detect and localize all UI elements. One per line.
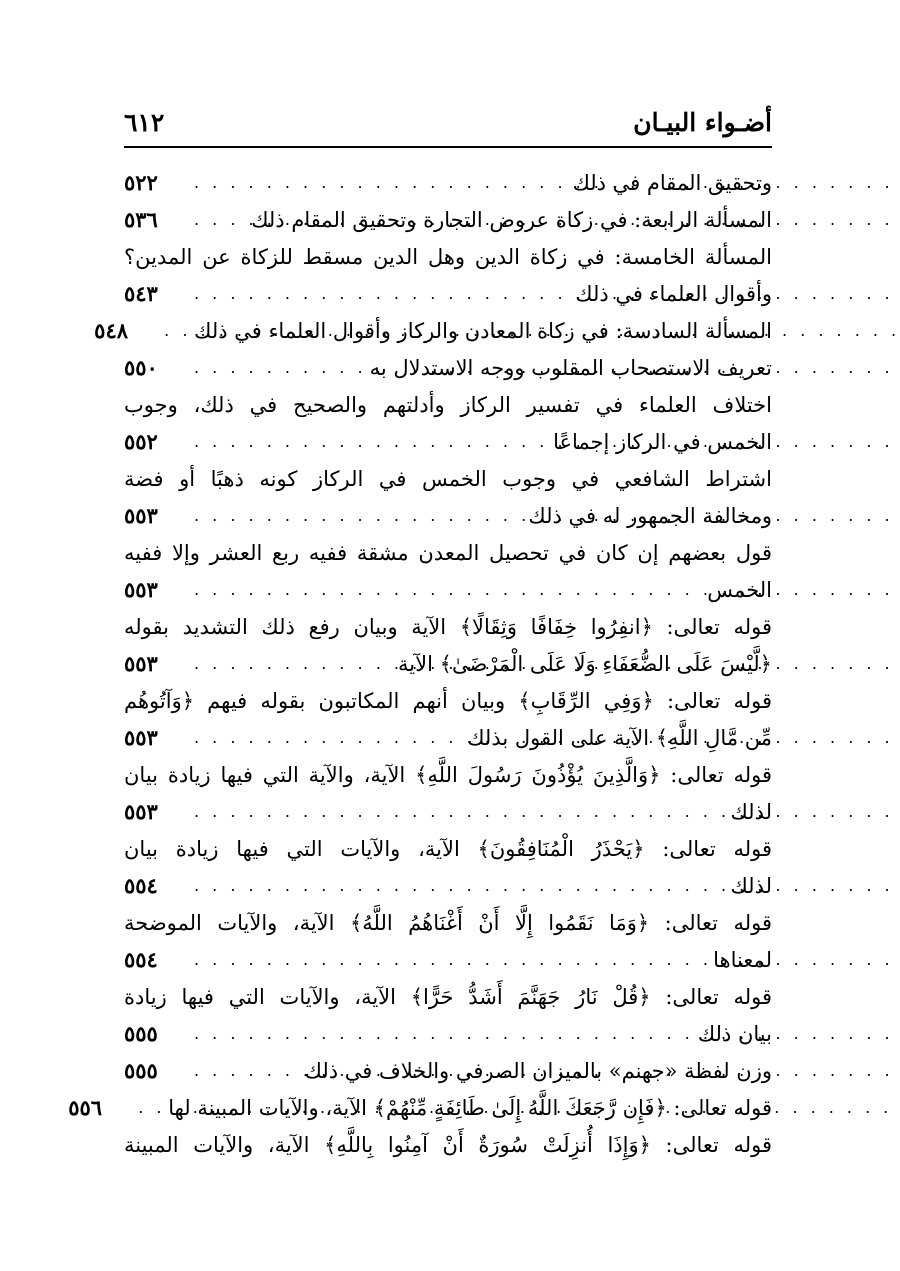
toc-entry-text: قوله تعالى: ﴿وَالَّذِينَ يُؤْذُونَ رَسُولَ اللَّهِ﴾ الآية، والآية التي فيها زيادة بيان xyxy=(124,762,772,787)
toc-line xyxy=(124,941,772,978)
toc-page-number: ٥٢٢ xyxy=(124,170,158,195)
toc-page-number: ٥٥٣ xyxy=(124,503,158,528)
toc-entry-text: قوله تعالى: ﴿انفِرُوا خِفَافًا وَثِقَالًا﴾ الآية وبيان رفع ذلك التشديد بقوله xyxy=(124,614,772,639)
toc-line xyxy=(124,608,772,645)
dot-leader xyxy=(184,950,713,969)
toc-entry-text: مِّن مَّالِ اللَّهِ﴾ الآية على القول بذلك xyxy=(467,725,772,750)
toc-page-number: ٥٥٢ xyxy=(124,429,158,454)
book-title: أضـواء البيـان xyxy=(633,107,772,137)
dot-leader xyxy=(128,1098,168,1117)
toc-line xyxy=(68,1089,772,1126)
toc-entry-text: اشتراط الشافعي في وجوب الخمس في الركاز كونه ذهبًا أو فضة xyxy=(124,466,772,491)
toc-entry-text: ومخالفة الجمهور له في ذلك xyxy=(528,503,772,528)
toc-entry-text: بيان ذلك xyxy=(697,1021,772,1046)
toc-entry-text: وتحقيق المقام في ذلك xyxy=(572,170,772,195)
toc-line xyxy=(124,460,772,497)
toc-page-number: ٥٥٥ xyxy=(124,1021,158,1046)
toc-entry-text: قوله تعالى: ﴿وَمَا نَقَمُوا إِلَّا أَنْ أَغْنَاهُمُ اللَّهُ﴾ الآية، والآيات الموضحة xyxy=(124,910,772,935)
page-number: ٦١٢ xyxy=(124,107,165,137)
toc-line xyxy=(124,904,772,941)
toc-entry-text: تعريف الاستصحاب المقلوب ووجه الاستدلال به xyxy=(369,355,772,380)
toc-line xyxy=(124,571,772,608)
toc-entry-text: قوله تعالى: ﴿فَإِن رَّجَعَكَ اللَّهُ إِلَىٰ طَائِفَةٍ مِّنْهُمْ﴾ الآية، والآيات المبينة لها xyxy=(168,1095,772,1120)
toc-entry-text: قوله تعالى: ﴿وَإِذَا أُنزِلَتْ سُورَةٌ أَنْ آمِنُوا بِاللَّهِ﴾ الآية، والآيات المبينة xyxy=(124,1132,772,1157)
toc-page-number: ٥٥٤ xyxy=(124,873,158,898)
dot-leader xyxy=(184,358,370,377)
toc-page-number: ٥٣٦ xyxy=(124,207,158,232)
toc-line xyxy=(124,645,772,682)
toc-line xyxy=(124,386,772,423)
toc-entry-text: قوله تعالى: ﴿وَفِي الرِّقَابِ﴾ وبيان أنهم المكاتبون بقوله فيهم ﴿وَآتُوهُم xyxy=(124,688,772,713)
toc-entry-text: وأقوال العلماء في ذلك xyxy=(575,281,772,306)
page-header xyxy=(124,102,772,142)
toc-page-number: ٥٥٣ xyxy=(124,725,158,750)
toc-page-number: ٥٥٣ xyxy=(124,577,158,602)
toc-entry-text: المسألة السادسة: في زكاة المعادن والركاز وأقوال العلماء في ذلك xyxy=(194,318,772,343)
toc-page-number: ٥٥٥ xyxy=(124,1058,158,1083)
toc-page-number: ٥٤٨ xyxy=(94,318,129,343)
toc-page-number: ٥٥٤ xyxy=(124,947,158,972)
toc-entry-text: لمعناها xyxy=(713,947,772,972)
toc-line xyxy=(124,201,772,238)
dot-leader xyxy=(154,321,194,340)
dot-leader xyxy=(184,284,575,303)
table-of-contents xyxy=(68,164,772,1163)
toc-page-number: ٥٥٣ xyxy=(124,651,158,676)
toc-line xyxy=(124,793,772,830)
toc-line xyxy=(124,164,772,201)
toc-line xyxy=(124,1015,772,1052)
toc-entry-text: وزن لفظة «جهنم» بالميزان الصرفي والخلاف في ذلك xyxy=(304,1058,772,1083)
toc-entry-text: قول بعضهم إن كان في تحصيل المعدن مشقة ففيه ربع العشر وإلا ففيه xyxy=(124,540,772,565)
toc-line xyxy=(124,238,772,275)
toc-entry-text: ﴿لَّيْسَ عَلَى الضُّعَفَاءِ وَلَا عَلَى الْمَرْضَىٰ﴾ الآية xyxy=(398,651,772,676)
toc-entry-text: لذلك xyxy=(730,799,772,824)
toc-line xyxy=(124,756,772,793)
toc-line xyxy=(124,1052,772,1089)
toc-line xyxy=(124,534,772,571)
dot-leader xyxy=(184,210,251,229)
dot-leader xyxy=(184,173,573,192)
dot-leader xyxy=(184,802,730,821)
toc-page-number: ٥٥٣ xyxy=(124,799,158,824)
toc-entry-text: المسألة الخامسة: في زكاة الدين وهل الدين مسقط للزكاة عن المدين؟ xyxy=(124,244,772,269)
toc-entry-text: اختلاف العلماء في تفسير الركاز وأدلتهم والصحيح في ذلك، وجوب xyxy=(124,392,772,417)
toc-page-number: ٥٤٣ xyxy=(124,281,158,306)
toc-line xyxy=(124,978,772,1015)
toc-line xyxy=(124,497,772,534)
dot-leader xyxy=(184,876,730,895)
toc-entry-text: قوله تعالى: ﴿قُلْ نَارُ جَهَنَّمَ أَشَدُّ حَرًّا﴾ الآية، والآيات التي فيها زيادة xyxy=(124,984,772,1009)
toc-line xyxy=(124,1126,772,1163)
toc-line xyxy=(124,275,772,312)
toc-line xyxy=(124,349,772,386)
dot-leader xyxy=(184,654,398,673)
dot-leader xyxy=(184,1024,698,1043)
toc-page-number: ٥٥٦ xyxy=(68,1095,103,1120)
toc-entry-text: المسألة الرابعة: في زكاة عروض التجارة وتحقيق المقام ذلك xyxy=(251,207,772,232)
dot-leader xyxy=(184,506,528,525)
toc-line xyxy=(124,719,772,756)
toc-entry-text: لذلك xyxy=(730,873,772,898)
header-rule xyxy=(124,146,772,148)
dot-leader xyxy=(184,432,553,451)
dot-leader xyxy=(184,1061,305,1080)
toc-line xyxy=(94,312,772,349)
dot-leader xyxy=(184,728,467,747)
toc-entry-text: الخمس xyxy=(707,577,772,602)
toc-line xyxy=(124,830,772,867)
toc-line xyxy=(124,423,772,460)
dot-leader xyxy=(184,580,707,599)
toc-entry-text: الخمس في الركاز إجماعًا xyxy=(553,429,772,454)
toc-line xyxy=(124,867,772,904)
toc-entry-text: قوله تعالى: ﴿يَحْذَرُ الْمُنَافِقُونَ﴾ الآية، والآيات التي فيها زيادة بيان xyxy=(124,836,772,861)
toc-page-number: ٥٥٠ xyxy=(124,355,158,380)
toc-line xyxy=(124,682,772,719)
